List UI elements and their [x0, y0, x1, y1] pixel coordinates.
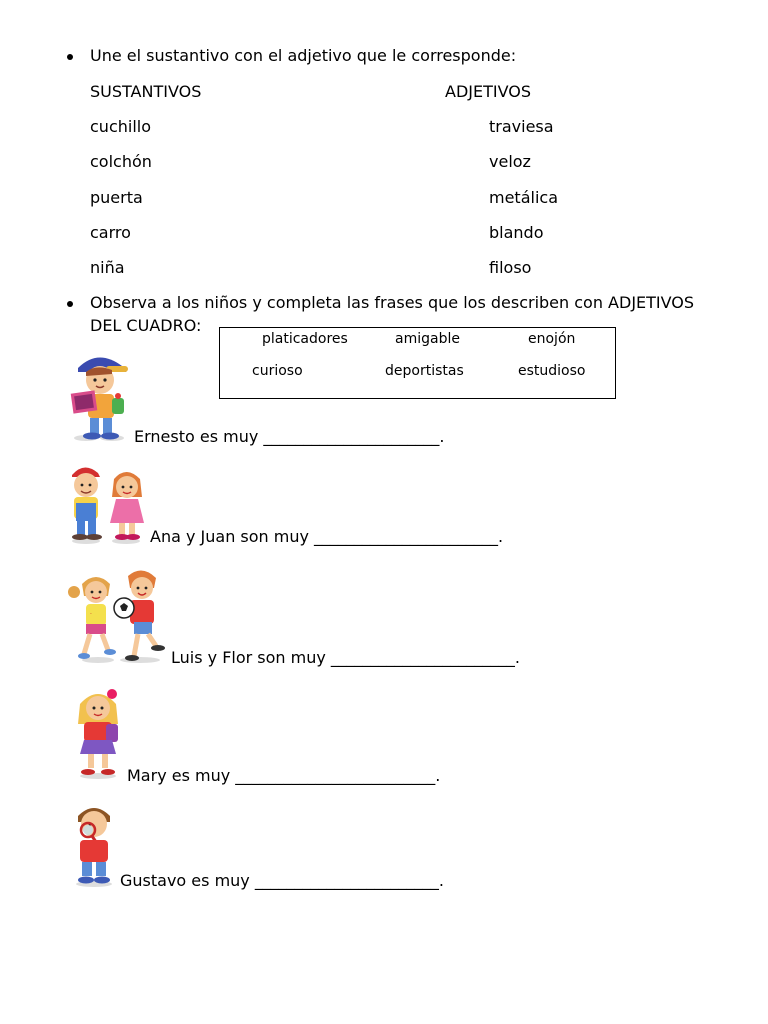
word-box-item: estudioso [518, 363, 586, 379]
boy-reading-illustration [66, 352, 132, 442]
girl-illustration [70, 684, 126, 780]
noun-item: cuchillo [90, 117, 151, 136]
adjective-item: metálica [489, 188, 558, 207]
adjective-item: filoso [489, 258, 532, 277]
kids-soccer-illustration [68, 566, 168, 666]
svg-text:·: · [90, 611, 92, 618]
sentence-gustavo: Gustavo es muy _______________________. [120, 871, 444, 890]
word-box-item: curioso [252, 363, 303, 379]
word-box-item: enojón [528, 331, 576, 347]
sentence-mary: Mary es muy _________________________. [127, 766, 441, 785]
adjective-item: blando [489, 223, 544, 242]
header-nouns: SUSTANTIVOS [90, 82, 202, 101]
sentence-ernesto: Ernesto es muy ______________________. [134, 427, 445, 446]
instruction-2-line2: DEL CUADRO: [90, 316, 202, 335]
word-box-item: amigable [395, 331, 460, 347]
header-adjectives: ADJETIVOS [445, 82, 531, 101]
two-kids-illustration [66, 463, 150, 545]
word-box-item: deportistas [385, 363, 464, 379]
boy-magnifier-illustration [66, 800, 120, 888]
sentence-ana-juan: Ana y Juan son muy _______________________. [150, 527, 504, 546]
sentence-luis-flor: Luis y Flor son muy _______________________. [171, 648, 521, 667]
bullet-1 [67, 54, 73, 60]
adjective-item: veloz [489, 152, 531, 171]
noun-item: carro [90, 223, 131, 242]
noun-item: puerta [90, 188, 143, 207]
adjective-item: traviesa [489, 117, 554, 136]
instruction-1: Une el sustantivo con el adjetivo que le corresponde: [90, 46, 517, 65]
bullet-2 [67, 301, 73, 307]
noun-item: niña [90, 258, 125, 277]
noun-item: colchón [90, 152, 152, 171]
instruction-2-line1: Observa a los niños y completa las frases que los describen con ADJETIVOS [90, 293, 695, 312]
word-box-item: platicadores [262, 331, 348, 347]
